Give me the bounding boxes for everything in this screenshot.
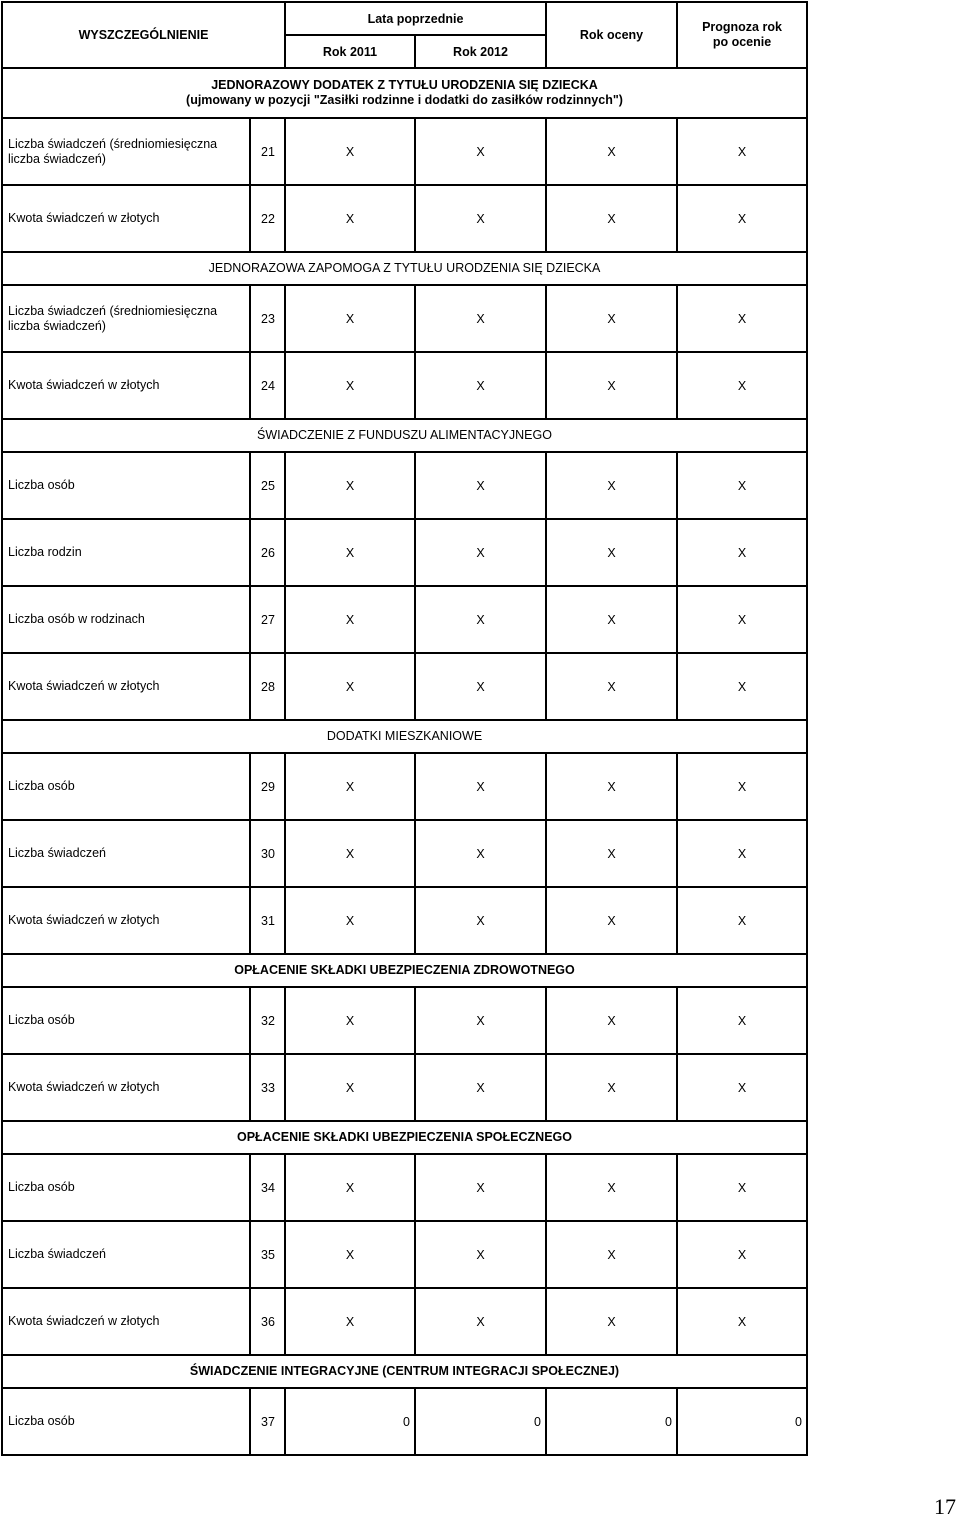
header-year-2011: Rok 2011: [285, 35, 415, 68]
value-cell: X: [285, 586, 415, 653]
row-label: Liczba świadczeń: [2, 820, 250, 887]
value-cell: X: [285, 185, 415, 252]
value-cell: X: [415, 352, 546, 419]
section-header-row: [2, 1121, 807, 1154]
value-cell: X: [677, 1221, 807, 1288]
header-assessment-year: Rok oceny: [546, 2, 677, 68]
table-row: [2, 1054, 807, 1121]
row-number: 35: [250, 1221, 285, 1288]
value-cell: X: [415, 987, 546, 1054]
value-cell: X: [415, 185, 546, 252]
value-cell: X: [546, 519, 677, 586]
value-cell: X: [546, 118, 677, 185]
row-label: Liczba osób: [2, 452, 250, 519]
row-label: Liczba świadczeń (średniomiesięczna liczba świadczeń): [2, 285, 250, 352]
value-cell: X: [546, 1154, 677, 1221]
value-cell: X: [677, 185, 807, 252]
table-row: [2, 352, 807, 419]
value-cell: 0: [415, 1388, 546, 1455]
value-cell: X: [677, 820, 807, 887]
value-cell: X: [677, 887, 807, 954]
value-cell: X: [546, 653, 677, 720]
value-cell: X: [285, 118, 415, 185]
value-cell: X: [415, 586, 546, 653]
value-cell: X: [415, 753, 546, 820]
row-label: Liczba rodzin: [2, 519, 250, 586]
value-cell: X: [546, 753, 677, 820]
value-cell: X: [546, 987, 677, 1054]
row-number: 23: [250, 285, 285, 352]
value-cell: X: [546, 1221, 677, 1288]
value-cell: X: [285, 519, 415, 586]
value-cell: X: [285, 987, 415, 1054]
row-number: 34: [250, 1154, 285, 1221]
value-cell: X: [677, 1288, 807, 1355]
row-number: 37: [250, 1388, 285, 1455]
table-row: [2, 1288, 807, 1355]
value-cell: X: [415, 1288, 546, 1355]
section-title: OPŁACENIE SKŁADKI UBEZPIECZENIA SPOŁECZNEGO: [2, 1121, 807, 1154]
row-number: 28: [250, 653, 285, 720]
value-cell: X: [285, 653, 415, 720]
section-header-row: [2, 954, 807, 987]
section-title: JEDNORAZOWY DODATEK Z TYTUŁU URODZENIA SIĘ DZIECKA (ujmowany w pozycji "Zasiłki rodzinne i dodatki do zasiłków rodzinnych"): [2, 68, 807, 118]
forecast-table: [1, 1, 808, 1456]
value-cell: 0: [285, 1388, 415, 1455]
value-cell: X: [415, 118, 546, 185]
row-number: 30: [250, 820, 285, 887]
header-year-2012: Rok 2012: [415, 35, 546, 68]
value-cell: X: [546, 586, 677, 653]
value-cell: X: [415, 1221, 546, 1288]
row-number: 25: [250, 452, 285, 519]
table-row: [2, 820, 807, 887]
table-row: [2, 118, 807, 185]
row-number: 21: [250, 118, 285, 185]
row-label: Kwota świadczeń w złotych: [2, 352, 250, 419]
value-cell: X: [285, 820, 415, 887]
section-header-row: [2, 720, 807, 753]
value-cell: X: [677, 519, 807, 586]
row-label: Kwota świadczeń w złotych: [2, 1054, 250, 1121]
row-label: Liczba osób: [2, 1154, 250, 1221]
value-cell: X: [285, 1154, 415, 1221]
row-label: Liczba osób w rodzinach: [2, 586, 250, 653]
value-cell: X: [677, 653, 807, 720]
value-cell: X: [415, 1054, 546, 1121]
table-row: [2, 185, 807, 252]
value-cell: X: [546, 352, 677, 419]
page-number: 17: [934, 1494, 956, 1519]
value-cell: X: [415, 820, 546, 887]
value-cell: X: [677, 452, 807, 519]
value-cell: X: [415, 887, 546, 954]
row-number: 29: [250, 753, 285, 820]
value-cell: X: [285, 285, 415, 352]
value-cell: X: [285, 753, 415, 820]
row-label: Kwota świadczeń w złotych: [2, 185, 250, 252]
header-forecast: Prognoza rok po ocenie: [677, 2, 807, 68]
value-cell: X: [285, 887, 415, 954]
table-row: [2, 753, 807, 820]
value-cell: X: [285, 1288, 415, 1355]
row-label: Kwota świadczeń w złotych: [2, 653, 250, 720]
value-cell: X: [546, 285, 677, 352]
row-label: Liczba osób: [2, 1388, 250, 1455]
value-cell: X: [415, 519, 546, 586]
row-number: 33: [250, 1054, 285, 1121]
value-cell: X: [677, 352, 807, 419]
row-label: Liczba osób: [2, 987, 250, 1054]
value-cell: 0: [677, 1388, 807, 1455]
value-cell: X: [546, 1288, 677, 1355]
table-row: [2, 1154, 807, 1221]
row-number: 26: [250, 519, 285, 586]
table-row: [2, 452, 807, 519]
section-title: ŚWIADCZENIE Z FUNDUSZU ALIMENTACYJNEGO: [2, 419, 807, 452]
value-cell: X: [415, 452, 546, 519]
section-header-row: [2, 252, 807, 285]
table-row: [2, 285, 807, 352]
value-cell: X: [285, 352, 415, 419]
value-cell: X: [285, 452, 415, 519]
table-row: [2, 1388, 807, 1455]
row-label: Kwota świadczeń w złotych: [2, 887, 250, 954]
table-row: [2, 887, 807, 954]
section-title: ŚWIADCZENIE INTEGRACYJNE (CENTRUM INTEGRACJI SPOŁECZNEJ): [2, 1355, 807, 1388]
row-number: 32: [250, 987, 285, 1054]
row-number: 31: [250, 887, 285, 954]
table-row: [2, 519, 807, 586]
value-cell: X: [546, 820, 677, 887]
value-cell: X: [546, 1054, 677, 1121]
row-label: Liczba osób: [2, 753, 250, 820]
section-title: OPŁACENIE SKŁADKI UBEZPIECZENIA ZDROWOTNEGO: [2, 954, 807, 987]
row-label: Liczba świadczeń: [2, 1221, 250, 1288]
value-cell: X: [546, 452, 677, 519]
value-cell: X: [677, 1054, 807, 1121]
table-row: [2, 1221, 807, 1288]
section-header-row: [2, 68, 807, 118]
value-cell: X: [285, 1221, 415, 1288]
section-title: JEDNORAZOWA ZAPOMOGA Z TYTUŁU URODZENIA SIĘ DZIECKA: [2, 252, 807, 285]
row-number: 36: [250, 1288, 285, 1355]
table-row: [2, 987, 807, 1054]
value-cell: 0: [546, 1388, 677, 1455]
section-header-row: [2, 1355, 807, 1388]
row-number: 22: [250, 185, 285, 252]
row-number: 27: [250, 586, 285, 653]
table-row: [2, 586, 807, 653]
value-cell: X: [677, 1154, 807, 1221]
value-cell: X: [677, 586, 807, 653]
row-label: Liczba świadczeń (średniomiesięczna liczba świadczeń): [2, 118, 250, 185]
value-cell: X: [415, 285, 546, 352]
value-cell: X: [415, 1154, 546, 1221]
section-title: DODATKI MIESZKANIOWE: [2, 720, 807, 753]
value-cell: X: [677, 987, 807, 1054]
row-number: 24: [250, 352, 285, 419]
table-row: [2, 653, 807, 720]
value-cell: X: [546, 185, 677, 252]
value-cell: X: [677, 118, 807, 185]
value-cell: X: [677, 753, 807, 820]
value-cell: X: [415, 653, 546, 720]
section-header-row: [2, 419, 807, 452]
value-cell: X: [285, 1054, 415, 1121]
header-prior-years: Lata poprzednie: [285, 2, 546, 35]
header-description: WYSZCZEGÓLNIENIE: [2, 2, 285, 68]
value-cell: X: [677, 285, 807, 352]
row-label: Kwota świadczeń w złotych: [2, 1288, 250, 1355]
value-cell: X: [546, 887, 677, 954]
